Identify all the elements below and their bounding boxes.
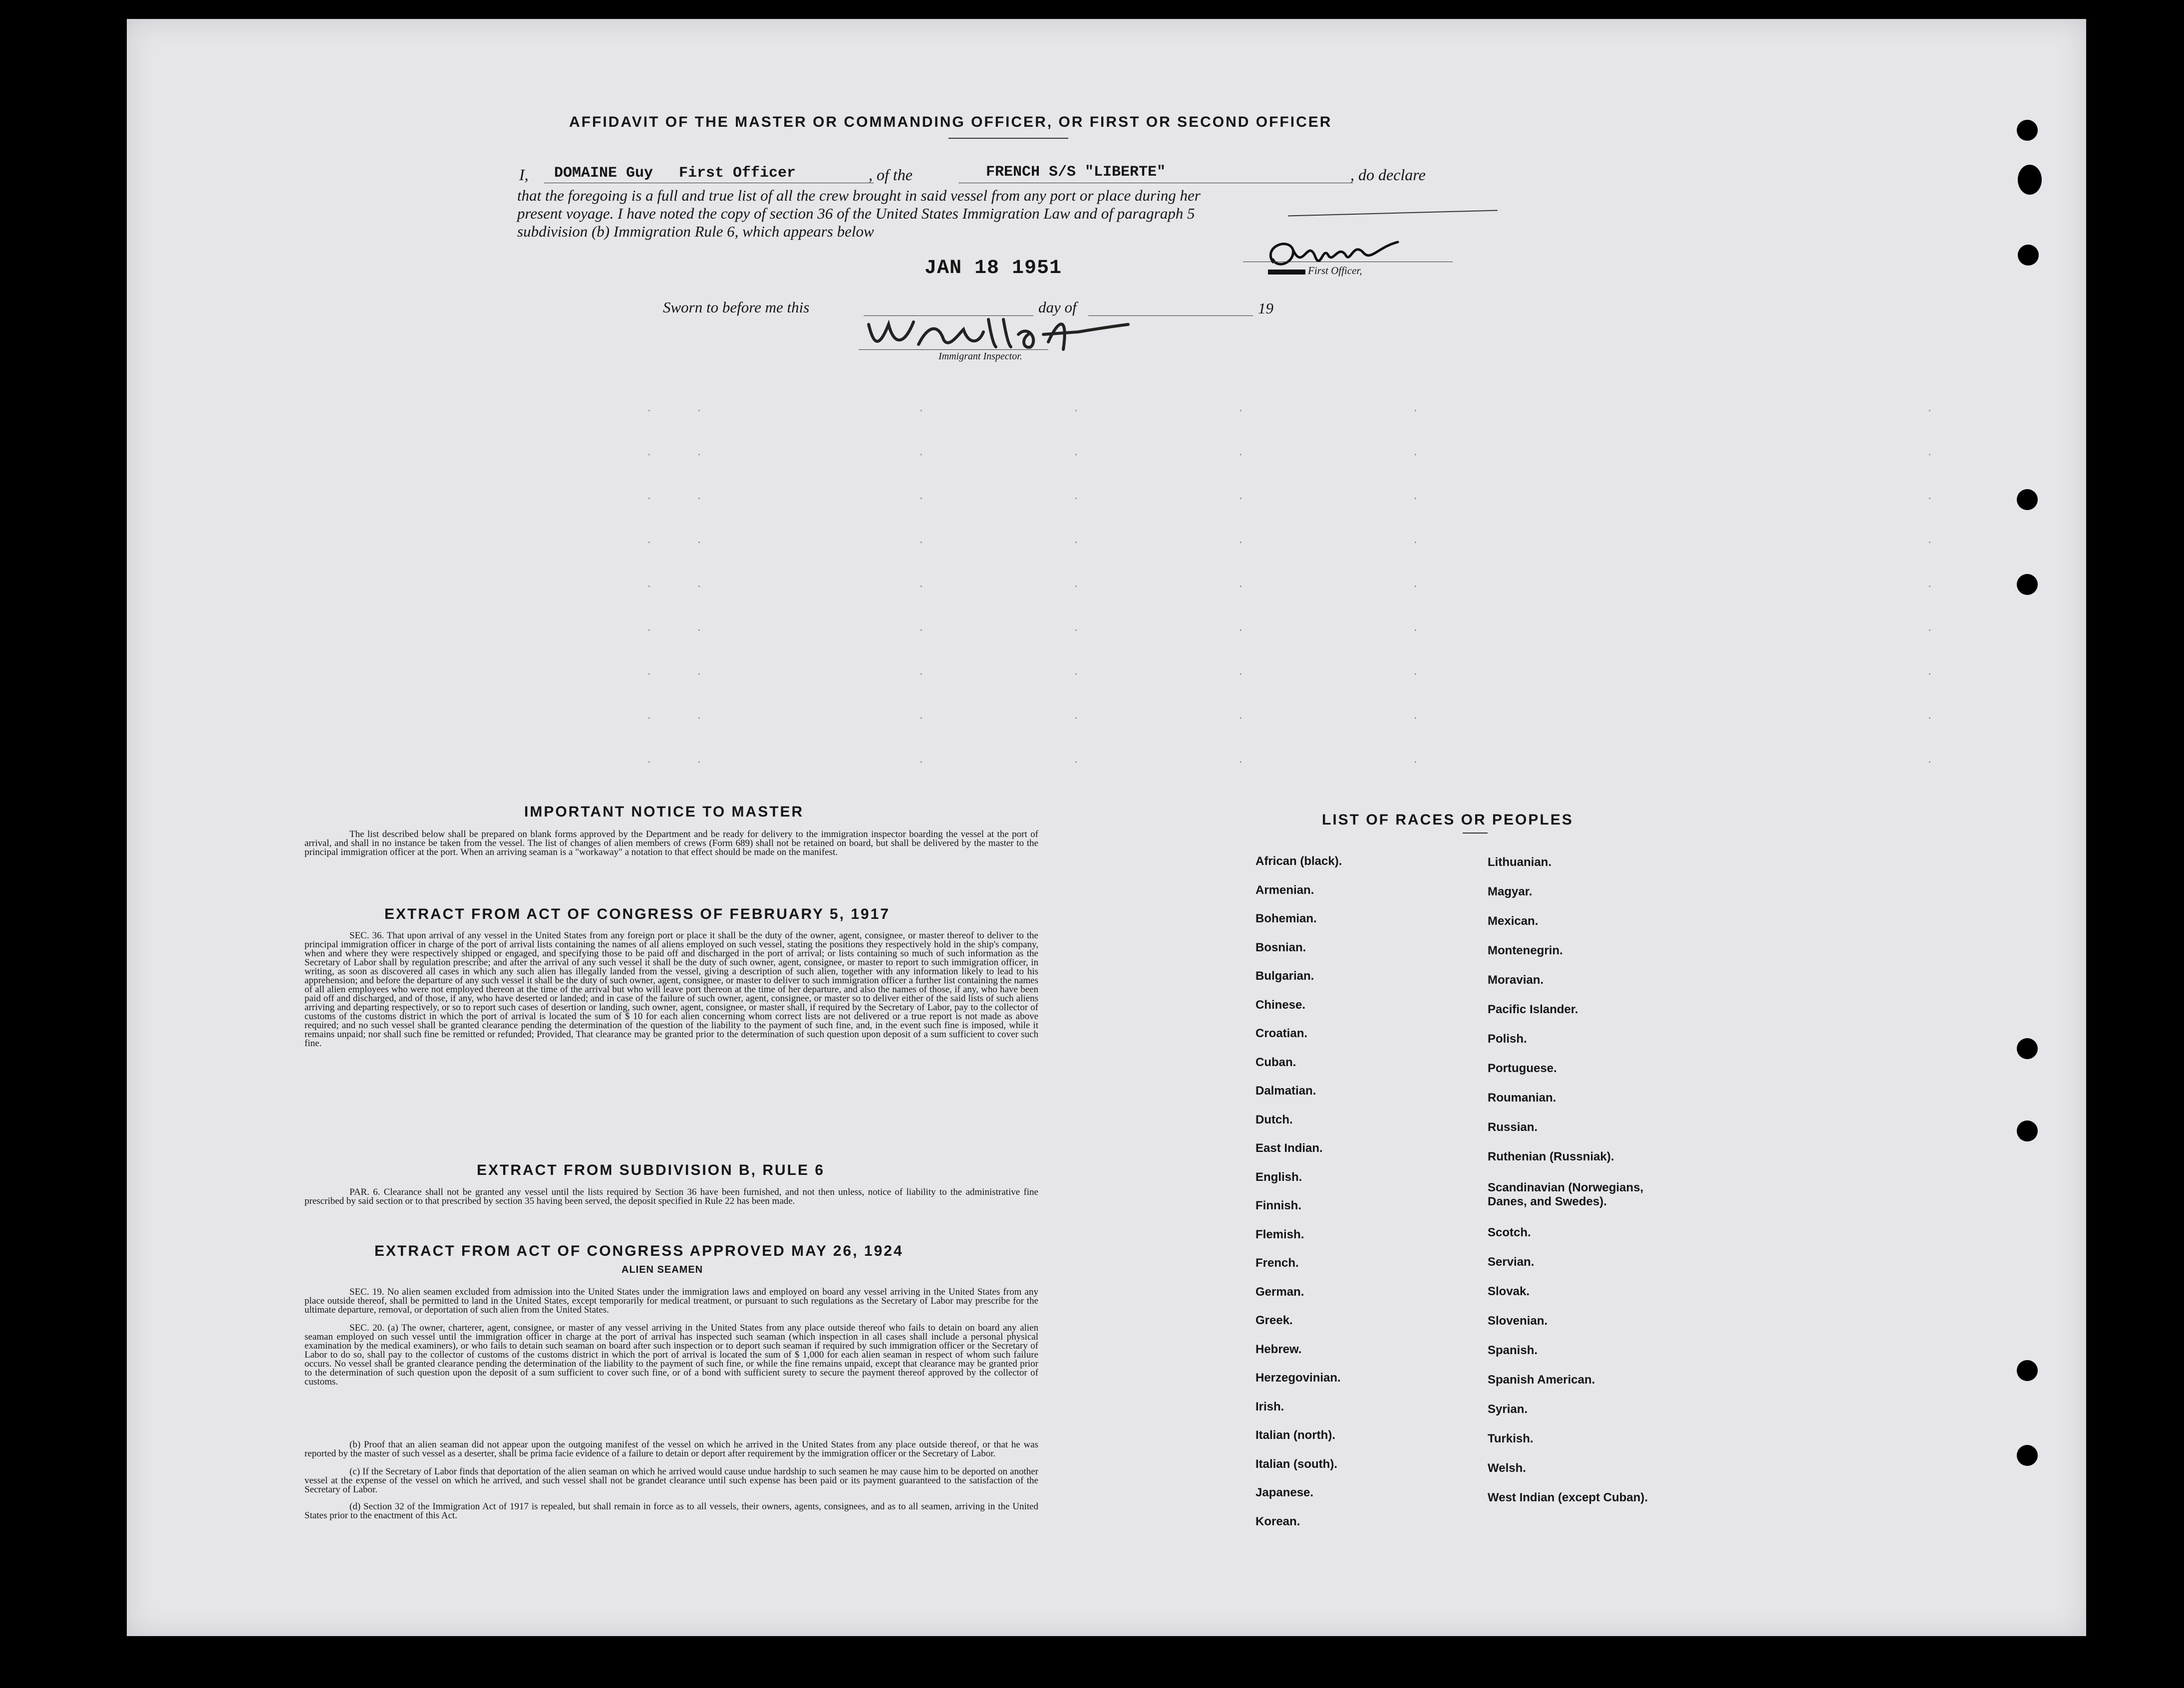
date-stamp: JAN 18 1951 (925, 257, 1062, 280)
race-item: Moravian. (1488, 973, 1544, 987)
extract-1924-title: EXTRACT FROM ACT OF CONGRESS APPROVED MAY 26, 1924 (374, 1243, 904, 1259)
race-item: Finnish. (1255, 1199, 1301, 1212)
notice-text: The list described below shall be prepared on blank forms approved by the Department and be ready for delivery to the immigration inspector boarding the vessel at the port of arrival, and shall in no instance be taken from the vessel. The list of changes of alien members of crews (Form 689) shall not be retained on board, but shall be delivered by the master to the principal immigration officer at the port. When an arriving seaman is a "workaway" a notation to that effect should be made on the manifest. (305, 829, 1038, 857)
race-item: Cuban. (1255, 1055, 1296, 1069)
day-of-label: day of (1038, 298, 1077, 316)
race-item: Servian. (1488, 1255, 1535, 1269)
struck-word-mark (1268, 270, 1305, 275)
column-ticks: · · · · · · · · · (696, 406, 702, 768)
race-item: Polish. (1488, 1032, 1527, 1046)
race-item: Hebrew. (1255, 1342, 1302, 1356)
binder-hole (2018, 245, 2039, 266)
race-item: Turkish. (1488, 1432, 1534, 1445)
binder-hole (2017, 120, 2038, 141)
race-item: Dutch. (1255, 1113, 1293, 1126)
column-ticks: · · · · · · · · · (646, 406, 652, 768)
race-item: Bulgarian. (1255, 969, 1314, 983)
do-declare-label: , do declare (1350, 166, 1426, 184)
race-item: Spanish. (1488, 1344, 1538, 1357)
of-the-label: , of the (869, 166, 913, 184)
binder-hole (2017, 489, 2038, 510)
binder-hole (2017, 1121, 2038, 1141)
extract-1924-sec20b: (b) Proof that an alien seaman did not appear upon the outgoing manifest of the vessel on which he arrived in the United States from any place outside thereof, or that he was reported by the master of such vessel as a deserter, shall be prima facie evidence of a failure to detain or deport after requirement by the immigration officer or the Secretary of Labor. (305, 1439, 1038, 1459)
race-item: Armenian. (1255, 883, 1314, 897)
inspector-caption: Immigrant Inspector. (938, 351, 1022, 362)
officer-caption: First Officer, (1308, 265, 1362, 277)
race-item: Chinese. (1255, 998, 1306, 1012)
sworn-label: Sworn to before me this (663, 298, 810, 316)
year-prefix: 19 (1258, 299, 1273, 317)
rule6-text: PAR. 6. Clearance shall not be granted any vessel until the lists required by Section 36 have been furnished, and not then unless, notice of liability to the administrative fine prescribed by said section or to that prescribed by section 35 having been served, the deposit specified in Rule 22 has been made. (305, 1187, 1038, 1206)
race-item: English. (1255, 1170, 1302, 1184)
race-item: Russian. (1488, 1121, 1538, 1134)
affidavit-line-3: present voyage. I have noted the copy of section 36 of the United States Immigration Law and of paragraph 5 (517, 205, 1195, 222)
race-item: Portuguese. (1488, 1062, 1557, 1075)
race-item: Slovenian. (1488, 1314, 1548, 1328)
document-page (127, 19, 2086, 1636)
race-item: Scandinavian (Norwegians, Danes, and Swedes). (1488, 1181, 1644, 1208)
affidavit-line-4: subdivision (b) Immigration Rule 6, which appears below (517, 223, 874, 240)
race-item: Irish. (1255, 1400, 1284, 1413)
race-item: Welsh. (1488, 1461, 1526, 1475)
races-title-underline (1463, 833, 1488, 834)
race-item: German. (1255, 1285, 1304, 1299)
officer-name: DOMAINE Guy (554, 165, 653, 182)
rule6-title: EXTRACT FROM SUBDIVISION B, RULE 6 (477, 1162, 825, 1178)
race-item: Magyar. (1488, 885, 1533, 898)
race-item: Herzegovinian. (1255, 1371, 1341, 1385)
extract-1924-sec20a: SEC. 20. (a) The owner, charterer, agent, consignee, or master of any vessel arriving in the United States from any place outside thereof who fails to detain on board any alien seaman employed on such vessel until the immigration officer in charge at the port of arrival has inspected such seaman (which inspection in all cases shall include a personal physical examination by the medical examiners), or who fails to detain such seaman on board after such inspection or to deport such seaman if required by such immigration officer or the Secretary of Labor to do so, shall pay to the collector of customs of the customs district in which the port of arrival is located the sum of $ 1,000 for each alien seaman in respect of whom such failure occurs. No vessel shall be granted clearance pending the determination of the liability to the payment of such fine, or while the fine remains unpaid, except that clearance may be granted prior to the determination of such question upon the deposit of a sum sufficient to cover such fine, or of a bond with sufficient surety to secure the payment thereof approved by the collector of customs. (305, 1323, 1038, 1387)
race-item: West Indian (except Cuban). (1488, 1491, 1648, 1504)
vessel-name: FRENCH S/S "LIBERTE" (986, 164, 1166, 181)
column-ticks: · · · · · · · · · (1413, 406, 1418, 768)
race-item: Montenegrin. (1488, 944, 1563, 957)
races-title: LIST OF RACES OR PEOPLES (1322, 812, 1573, 828)
affidavit-line-2: that the foregoing is a full and true list of all the crew brought in said vessel from any port or place during her (517, 187, 1201, 204)
race-item: Scotch. (1488, 1226, 1531, 1239)
extract-1917-text: SEC. 36. That upon arrival of any vessel in the United States from any foreign port or place it shall be the duty of the owner, agent, consignee, or master thereof to deliver to the principal immigration officer in charge of the port of arrival lists containing the names of all aliens employed on such vessel, stating the positions they respectively hold in the ship's company, when and where they were respectively shipped or engaged, and specifying those to be paid off and discharged in the port of arrival; or lists containing so much of such information as the Secretary of Labor shall by regulation prescribe; and after the arrival of any such vessel it shall be the duty of such owner, agent, consignee, or master to report to such immigration officer, in writing, as soon as discovered all cases in which any such alien has illegally landed from the vessel, giving a description of such alien, together with any information likely to lead to his apprehension; and before the departure of any such vessel it shall be the duty of such owner, agent, consignee, or master to deliver to such immigration officer a further list containing the names of all alien employees who were not employed thereon at the time of the arrival but who will leave port thereon at the time of her departure, and also the names of those, if any, who have been paid off and discharged, and of those, if any, who have deserted or landed; and in case of the failure of such owner, agent, consignee, or master so to deliver either of the said lists of such aliens arriving and departing respectively, or so to report such cases of desertion or landing, such owner, agent, consignee, or master shall, if required by the Secretary of Labor, pay to the collector of customs of the customs district in which the port of arrival is located the sum of $ 10 for each alien concerning whom correct lists are not delivered or a true report is not made as above required; and no such vessel shall be granted clearance pending the determination of the question of the liability to the payment of such fine, and, in the event such fine is imposed, while it remains unpaid; nor shall such fine be remitted or refunded; Provided, That clearance may be granted prior to the determination of such question upon deposit of a sum sufficient to cover such fine. (305, 930, 1038, 1049)
inspector-line (859, 349, 1048, 350)
race-item: African (black). (1255, 854, 1342, 868)
race-item: East Indian. (1255, 1141, 1323, 1155)
race-item: Lithuanian. (1488, 855, 1552, 869)
race-item: Croatian. (1255, 1027, 1308, 1040)
race-item: Italian (north). (1255, 1428, 1335, 1442)
race-item: Pacific Islander. (1488, 1003, 1578, 1016)
affidavit-title: AFFIDAVIT OF THE MASTER OR COMMANDING OFFICER, OR FIRST OR SECOND OFFICER (569, 114, 1332, 130)
binder-hole (2018, 165, 2042, 195)
extract-1917-title: EXTRACT FROM ACT OF CONGRESS OF FEBRUARY 5, 1917 (384, 906, 890, 922)
binder-hole (2017, 1445, 2038, 1466)
i-label: I, (519, 166, 529, 184)
race-item: Greek. (1255, 1314, 1293, 1327)
race-item: Italian (south). (1255, 1457, 1337, 1471)
race-item: Korean. (1255, 1514, 1300, 1528)
binder-hole (2017, 1038, 2038, 1059)
extract-1924-sec20d: (d) Section 32 of the Immigration Act of 1917 is repealed, but shall remain in force as to all vessels, their owners, agents, consignees, and as to all seamen, arriving in the United States prior to the enactment of this Act. (305, 1501, 1038, 1521)
race-item: Syrian. (1488, 1403, 1528, 1416)
title-underline (948, 138, 1068, 139)
race-item: Roumanian. (1488, 1091, 1557, 1105)
column-ticks: · · · · · · · · · (1238, 406, 1244, 768)
notice-title: IMPORTANT NOTICE TO MASTER (524, 804, 804, 820)
race-item: Slovak. (1488, 1285, 1530, 1298)
race-item: Japanese. (1255, 1486, 1314, 1499)
race-item: French. (1255, 1256, 1299, 1270)
race-item: Bosnian. (1255, 940, 1306, 954)
race-item: Mexican. (1488, 914, 1539, 928)
extract-1924-sec19: SEC. 19. No alien seamen excluded from admission into the United States under the immigration laws and employed on board any vessel arriving in the United States from any place outside thereof, shall be permitted to land in the United States, except temporarily for medical treatment, or pursuant to such regulations as the Secretary of Labor may prescribe for the ultimate departure, removal, or deportation of such alien from the United States. (305, 1287, 1038, 1315)
extract-1924-sec20c: (c) If the Secretary of Labor finds that deportation of the alien seaman on which he arrived would cause undue hardship to such seamen he may cause him to be deported on another vessel at the expense of the vessel on which he arrived, and such vessel shall not be grandet clearance until such expense has been paid or its payment guaranteed to the satisfaction of the Secretary of Labor. (305, 1466, 1038, 1495)
race-item: Spanish American. (1488, 1373, 1595, 1387)
binder-hole (2017, 1360, 2038, 1381)
race-item: Bohemian. (1255, 912, 1317, 925)
race-item: Ruthenian (Russniak). (1488, 1150, 1614, 1163)
binder-hole (2017, 574, 2038, 595)
column-ticks: · · · · · · · · · (919, 406, 924, 768)
officer-rank: First Officer (679, 165, 796, 182)
alien-seamen-subtitle: ALIEN SEAMEN (622, 1264, 703, 1275)
column-ticks: · · · · · · · · · (1927, 406, 1932, 768)
race-item: Flemish. (1255, 1227, 1304, 1241)
column-ticks: · · · · · · · · · (1073, 406, 1079, 768)
race-item: Dalmatian. (1255, 1084, 1316, 1098)
